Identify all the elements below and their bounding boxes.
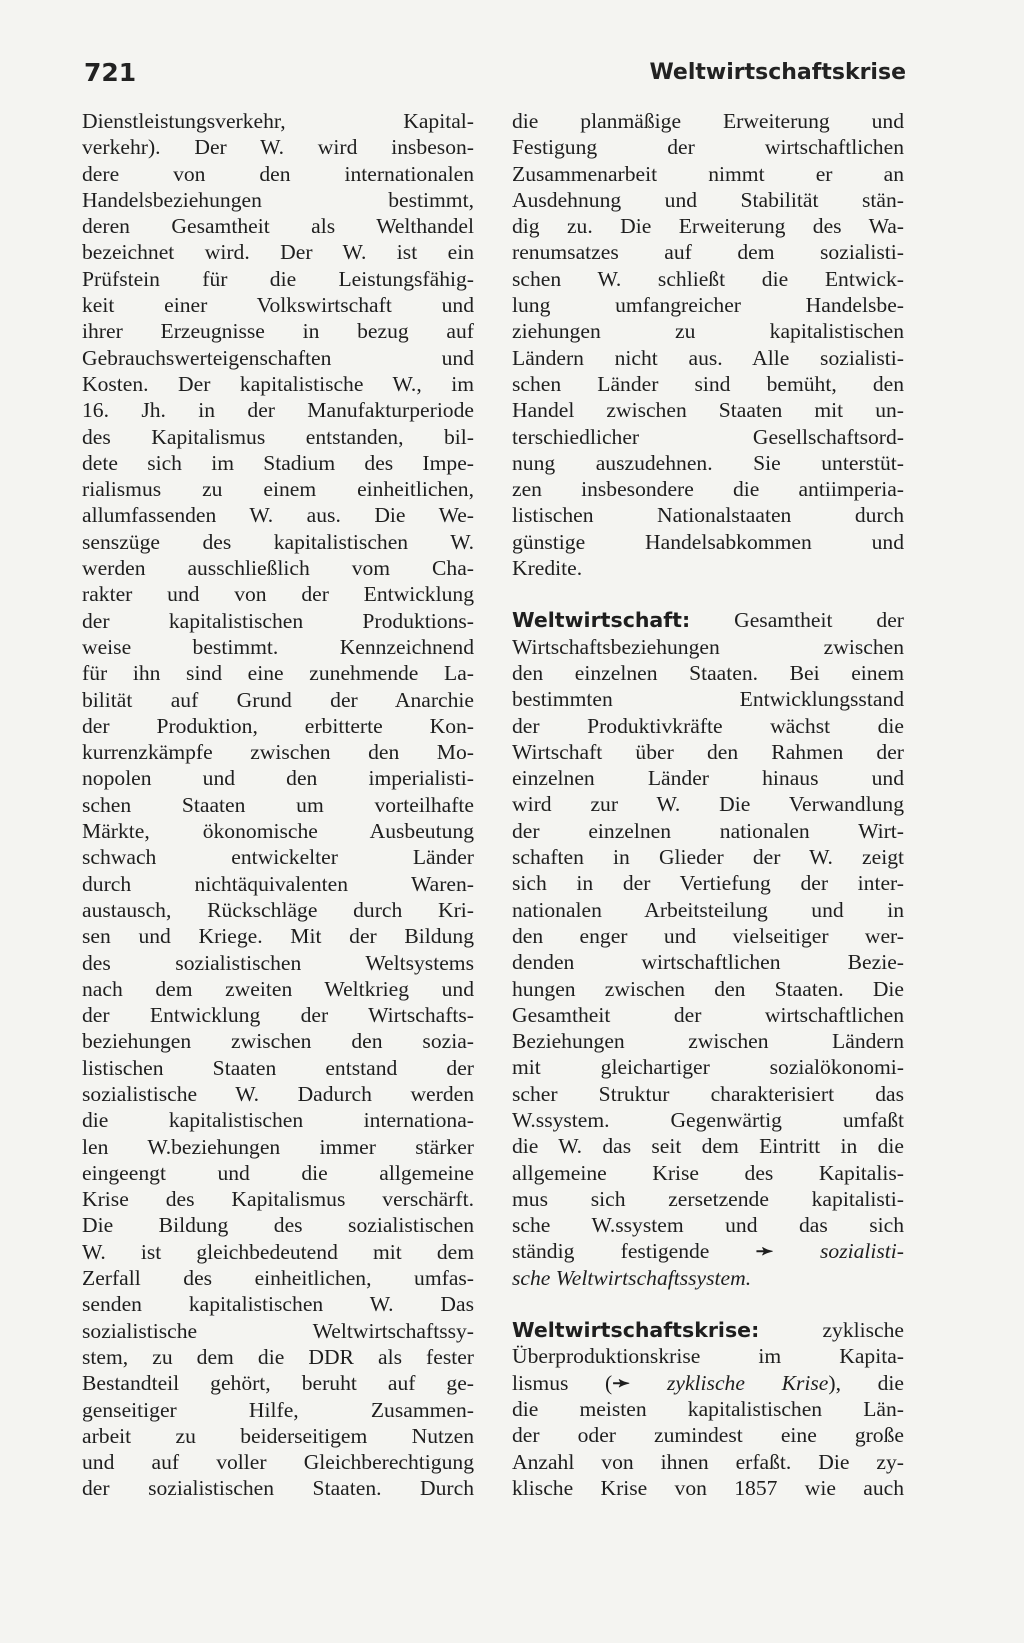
text-line: Zerfall des einheitlichen, umfas- xyxy=(82,1266,474,1291)
text-line: und auf voller Gleichberechtigung xyxy=(82,1450,474,1475)
text-fragment: ständig festigende xyxy=(512,1239,710,1264)
cross-reference-arrow-icon: ➛ xyxy=(612,1370,631,1395)
text-line: Ausdehnung und Stabilität stän- xyxy=(512,187,904,212)
entry-body xyxy=(512,1396,904,1501)
text-line: Die Bildung des sozialistischen xyxy=(82,1213,474,1238)
text-line xyxy=(512,1370,904,1396)
text-line: der sozialistischen Staaten. Durch xyxy=(82,1476,474,1501)
text-line: Kredite. xyxy=(512,556,583,581)
text-line: bilität auf Grund der Anarchie xyxy=(82,687,474,712)
text-line: der Produktion, erbitterte Kon- xyxy=(82,713,474,738)
text-line: austausch, Rückschläge durch Kri- xyxy=(82,897,474,922)
text-line: Dienstleistungsverkehr, Kapital- xyxy=(82,109,474,133)
text-line: arbeit zu beiderseitigem Nutzen xyxy=(82,1423,474,1448)
text-line: W.ssystem. Gegenwärtig umfaßt xyxy=(512,1107,904,1132)
text-line: rialismus zu einem einheitlichen, xyxy=(82,477,474,502)
text-line: schen Länder sind bemüht, den xyxy=(512,371,904,396)
text-line: sozialistische W. Dadurch werden xyxy=(82,1081,474,1106)
text-line: ziehungen zu kapitalistischen xyxy=(512,319,904,344)
text-line: dete sich im Stadium des Impe- xyxy=(82,450,474,475)
text-line: listischen Nationalstaaten durch xyxy=(512,503,904,528)
text-line: beziehungen zwischen den sozia- xyxy=(82,1029,474,1054)
text-line: eingeengt und die allgemeine xyxy=(82,1160,474,1185)
text-line: der Entwicklung der Wirtschafts- xyxy=(82,1003,474,1028)
text-line: die kapitalistischen internationa- xyxy=(82,1108,474,1133)
text-line: den enger und vielseitiger wer- xyxy=(512,923,904,948)
text-line xyxy=(512,607,904,633)
text-line: Gebrauchswerteigenschaften und xyxy=(82,345,474,370)
text-line: verkehr). Der W. wird insbeson- xyxy=(82,135,474,160)
text-line: W. ist gleichbedeutend mit dem xyxy=(82,1239,474,1264)
text-line: Gesamtheit der wirtschaftlichen xyxy=(512,1002,904,1027)
text-line: sen und Kriege. Mit der Bildung xyxy=(82,924,474,949)
page-number: 721 xyxy=(84,58,137,87)
text-line: für ihn sind eine zunehmende La- xyxy=(82,661,474,686)
text-line: bezeichnet wird. Der W. ist ein xyxy=(82,240,474,265)
text-fragment: zyklische xyxy=(822,1318,904,1343)
text-line: senden kapitalistischen W. Das xyxy=(82,1292,474,1317)
text-line: len W.beziehungen immer stärker xyxy=(82,1134,474,1159)
text-line: Wirtschaftsbeziehungen zwischen xyxy=(512,634,904,659)
text-line: Festigung der wirtschaftlichen xyxy=(512,135,904,160)
text-line: klische Krise von 1857 wie auch xyxy=(512,1475,904,1500)
entry-headword: Weltwirtschaft: xyxy=(512,608,691,633)
text-line: die planmäßige Erweiterung und xyxy=(512,109,904,133)
text-line: Zusammenarbeit nimmt er an xyxy=(512,161,904,186)
cross-reference[interactable]: sozialisti- xyxy=(820,1239,904,1264)
entry-headword: Weltwirtschaftskrise: xyxy=(512,1318,760,1343)
text-line: der einzelnen nationalen Wirt- xyxy=(512,818,904,843)
text-line: nach dem zweiten Weltkrieg und xyxy=(82,976,474,1001)
text-line: durch nichtäquivalenten Waren- xyxy=(82,871,474,896)
text-line: einzelnen Länder hinaus und xyxy=(512,766,904,791)
running-head: Weltwirtschaftskrise xyxy=(649,60,906,85)
entry-body xyxy=(512,634,904,1239)
text-line: renumsatzes auf dem sozialisti- xyxy=(512,240,904,265)
text-line: bestimmten Entwicklungsstand xyxy=(512,687,904,712)
text-line: dig zu. Die Erweiterung des Wa- xyxy=(512,214,904,239)
paragraph-gap xyxy=(512,1291,904,1317)
left-column xyxy=(82,108,474,1502)
text-line: die meisten kapitalistischen Län- xyxy=(512,1396,904,1421)
text-line: genseitiger Hilfe, Zusammen- xyxy=(82,1397,474,1422)
text-line: die W. das seit dem Eintritt in die xyxy=(512,1134,904,1159)
entry-weltwirtschaftskrise xyxy=(512,1317,904,1501)
text-line: Märkte, ökonomische Ausbeutung xyxy=(82,819,474,844)
text-line: scher Struktur charakterisiert das xyxy=(512,1081,904,1106)
text-line: sozialistische Weltwirtschaftssy- xyxy=(82,1318,474,1343)
cross-reference-arrow-icon: ➛ xyxy=(755,1239,774,1264)
text-line: stem, zu dem die DDR als fester xyxy=(82,1344,474,1369)
cross-reference[interactable]: zyklische Krise xyxy=(666,1370,829,1395)
text-fragment: Gesamtheit der xyxy=(734,608,904,633)
text-line: dere von den internationalen xyxy=(82,161,474,186)
text-line: weise bestimmt. Kennzeichnend xyxy=(82,634,474,659)
text-line: keit einer Volkswirtschaft und xyxy=(82,293,474,318)
text-line xyxy=(512,1238,904,1264)
text-line: Handel zwischen Staaten mit un- xyxy=(512,398,904,423)
text-line: schwach entwickelter Länder xyxy=(82,845,474,870)
text-line: sich in der Vertiefung der inter- xyxy=(512,871,904,896)
paragraph-continuation xyxy=(512,108,904,581)
text-line: schen Staaten um vorteilhafte xyxy=(82,792,474,817)
text-line: nung auszudehnen. Sie unterstüt- xyxy=(512,450,904,475)
text-line: Beziehungen zwischen Ländern xyxy=(512,1029,904,1054)
text-line: Überproduktionskrise im Kapita- xyxy=(512,1344,904,1369)
text-line: der oder zumindest eine große xyxy=(512,1423,904,1448)
text-line: allumfassenden W. aus. Die We- xyxy=(82,503,474,528)
text-line: der Produktivkräfte wächst die xyxy=(512,713,904,738)
text-line: allgemeine Krise des Kapitalis- xyxy=(512,1160,904,1185)
text-fragment: lismus ( xyxy=(512,1370,613,1395)
text-fragment: ), die xyxy=(828,1370,904,1395)
text-line: den einzelnen Staaten. Bei einem xyxy=(512,660,904,685)
text-line: Handelsbeziehungen bestimmt, xyxy=(82,187,474,212)
text-line: kurrenzkämpfe zwischen den Mo- xyxy=(82,740,474,765)
text-line: schen W. schließt die Entwick- xyxy=(512,266,904,291)
text-line: hungen zwischen den Staaten. Die xyxy=(512,976,904,1001)
page-header xyxy=(84,58,906,98)
text-line: mus sich zersetzende kapitalisti- xyxy=(512,1186,904,1211)
text-line: mit gleichartiger sozialökonomi- xyxy=(512,1055,904,1080)
text-line: Krise des Kapitalismus verschärft. xyxy=(82,1187,474,1212)
text-line: der kapitalistischen Produktions- xyxy=(82,608,474,633)
text-line: schaften in Glieder der W. zeigt xyxy=(512,845,904,870)
text-line: deren Gesamtheit als Welthandel xyxy=(82,214,474,239)
text-line: werden ausschließlich vom Cha- xyxy=(82,556,474,581)
text-line: sche W.ssystem und das sich xyxy=(512,1213,904,1238)
text-line: denden wirtschaftlichen Bezie- xyxy=(512,950,904,975)
right-column xyxy=(512,108,904,1501)
text-line: senszüge des kapitalistischen W. xyxy=(82,529,474,554)
text-line xyxy=(512,1317,904,1343)
text-line: terschiedlicher Gesellschaftsord- xyxy=(512,424,904,449)
text-line: Wirtschaft über den Rahmen der xyxy=(512,739,904,764)
text-line: rakter und von der Entwicklung xyxy=(82,582,474,607)
text-line: zen insbesondere die antiimperia- xyxy=(512,477,904,502)
text-line: Anzahl von ihnen erfaßt. Die zy- xyxy=(512,1449,904,1474)
text-line: günstige Handelsabkommen und xyxy=(512,529,904,554)
text-line: Bestandteil gehört, beruht auf ge- xyxy=(82,1371,474,1396)
text-line: des Kapitalismus entstanden, bil- xyxy=(82,424,474,449)
text-line: Ländern nicht aus. Alle sozialisti- xyxy=(512,345,904,370)
text-line: Kosten. Der kapitalistische W., im xyxy=(82,371,474,396)
text-line: listischen Staaten entstand der xyxy=(82,1055,474,1080)
text-line: nationalen Arbeitsteilung und in xyxy=(512,897,904,922)
text-line: nopolen und den imperialisti- xyxy=(82,766,474,791)
text-line: des sozialistischen Weltsystems xyxy=(82,950,474,975)
cross-reference[interactable]: sche Weltwirtschaftssystem. xyxy=(512,1265,752,1290)
text-line: ihrer Erzeugnisse in bezug auf xyxy=(82,319,474,344)
text-line: Prüfstein für die Leistungsfähig- xyxy=(82,266,474,291)
entry-weltwirtschaft xyxy=(512,607,904,1291)
paragraph-gap xyxy=(512,581,904,607)
text-line: lung umfangreicher Handelsbe- xyxy=(512,293,904,318)
text-line: wird zur W. Die Verwandlung xyxy=(512,792,904,817)
text-line: 16. Jh. in der Manufakturperiode xyxy=(82,398,474,423)
